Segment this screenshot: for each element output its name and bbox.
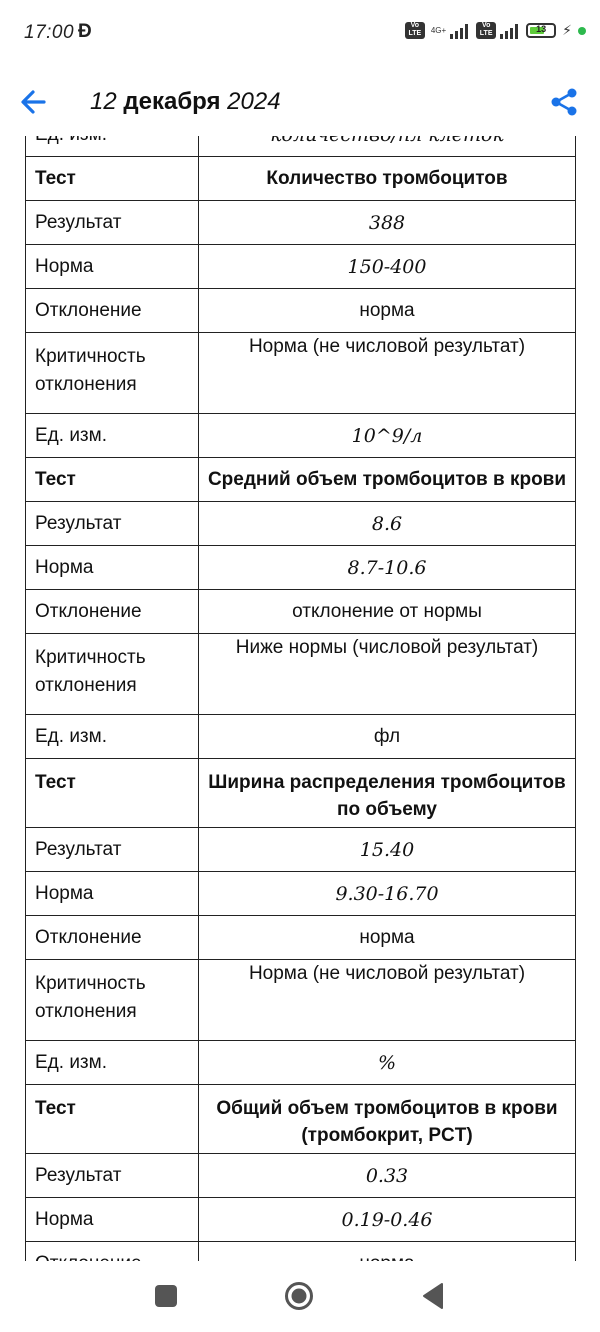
signal-icon [450, 23, 468, 39]
test-name: Количество тромбоцитов [199, 157, 576, 201]
row-label: Результат [26, 201, 199, 245]
table-row [26, 590, 576, 634]
table-row [26, 1198, 576, 1242]
row-value: 9.30-16.70 [199, 872, 576, 916]
nav-home-button[interactable] [284, 1281, 314, 1311]
row-label: Норма [26, 1198, 199, 1242]
table-row [26, 245, 576, 289]
results-scroll-area[interactable] [0, 136, 600, 1261]
row-label: Результат [26, 502, 199, 546]
share-icon [548, 86, 580, 118]
row-value: 8.7-10.6 [199, 546, 576, 590]
network-type: 4G+ [430, 25, 447, 35]
status-bar [0, 0, 600, 64]
row-value: 388 [199, 201, 576, 245]
nav-home-icon [284, 1281, 314, 1311]
row-label: Результат [26, 828, 199, 872]
row-value: отклонение от нормы [199, 590, 576, 634]
row-label: Ед. изм. [26, 1041, 199, 1085]
row-value: Норма (не числовой результат) [199, 960, 576, 1041]
row-value: 15.40 [199, 828, 576, 872]
row-label: Норма [26, 245, 199, 289]
table-row [26, 502, 576, 546]
battery-level: 13 [536, 24, 547, 34]
row-label: Норма [26, 546, 199, 590]
test-name: Ширина распределения тромбоцитов по объему [199, 759, 576, 828]
nav-recent-icon[interactable] [155, 1285, 177, 1307]
test-header-row [26, 1085, 576, 1154]
title-day: 12 [90, 88, 117, 115]
row-value: норма [199, 289, 576, 333]
battery-icon [526, 23, 556, 38]
nav-back-button[interactable] [420, 1281, 446, 1311]
title-month: декабря [123, 88, 221, 115]
table-row [26, 715, 576, 759]
back-button[interactable] [14, 84, 54, 120]
row-value: 8.6 [199, 502, 576, 546]
row-label: Норма [26, 872, 199, 916]
privacy-indicator-icon [578, 27, 586, 35]
results-table [25, 112, 576, 1330]
row-label: Отклонение [26, 590, 199, 634]
table-row [26, 289, 576, 333]
test-label: Тест [26, 1085, 199, 1154]
row-label: Критичность отклонения [26, 960, 199, 1041]
status-time: 17:00 [24, 22, 75, 43]
row-value: Ниже нормы (числовой результат) [199, 634, 576, 715]
row-value: Норма (не числовой результат) [199, 333, 576, 414]
row-value: 10^9/л [199, 414, 576, 458]
table-row [26, 546, 576, 590]
nav-back-icon [420, 1281, 446, 1311]
table-row [26, 414, 576, 458]
page-title [90, 88, 281, 116]
table-row [26, 1041, 576, 1085]
row-value: норма [199, 916, 576, 960]
row-label: Отклонение [26, 916, 199, 960]
table-row [26, 201, 576, 245]
table-row [26, 916, 576, 960]
signal-icon-2 [500, 23, 518, 39]
test-header-row [26, 458, 576, 502]
table-row [26, 1154, 576, 1198]
test-header-row [26, 157, 576, 201]
table-row [26, 960, 576, 1041]
table-row [26, 872, 576, 916]
volte-icon: Vo LTE [405, 22, 425, 39]
test-name: Общий объем тромбоцитов в крови (тромбокрит, PCT) [199, 1085, 576, 1154]
table-row [26, 333, 576, 414]
test-header-row [26, 759, 576, 828]
row-label: Результат [26, 1154, 199, 1198]
row-value: 0.33 [199, 1154, 576, 1198]
test-label: Тест [26, 759, 199, 828]
row-label: Ед. изм. [26, 414, 199, 458]
share-button[interactable] [548, 86, 580, 118]
test-name: Средний объем тромбоцитов в крови [199, 458, 576, 502]
test-label: Тест [26, 458, 199, 502]
title-year: 2024 [227, 88, 281, 115]
row-value: 0.19-0.46 [199, 1198, 576, 1242]
test-label: Тест [26, 157, 199, 201]
row-value: % [199, 1041, 576, 1085]
row-label: Ед. изм. [26, 715, 199, 759]
arrow-back-icon [14, 84, 54, 120]
app-bar [0, 64, 600, 136]
table-row [26, 828, 576, 872]
row-label: Критичность отклонения [26, 634, 199, 715]
charging-icon: ⚡ [562, 22, 572, 38]
row-label: Критичность отклонения [26, 333, 199, 414]
status-icons [405, 22, 586, 39]
row-label: Отклонение [26, 289, 199, 333]
dogecoin-icon: Ð [78, 21, 92, 42]
row-value: фл [199, 715, 576, 759]
row-value: 150-400 [199, 245, 576, 289]
table-row [26, 634, 576, 715]
volte-icon-2: Vo LTE [476, 22, 496, 39]
system-nav-bar [0, 1261, 600, 1332]
